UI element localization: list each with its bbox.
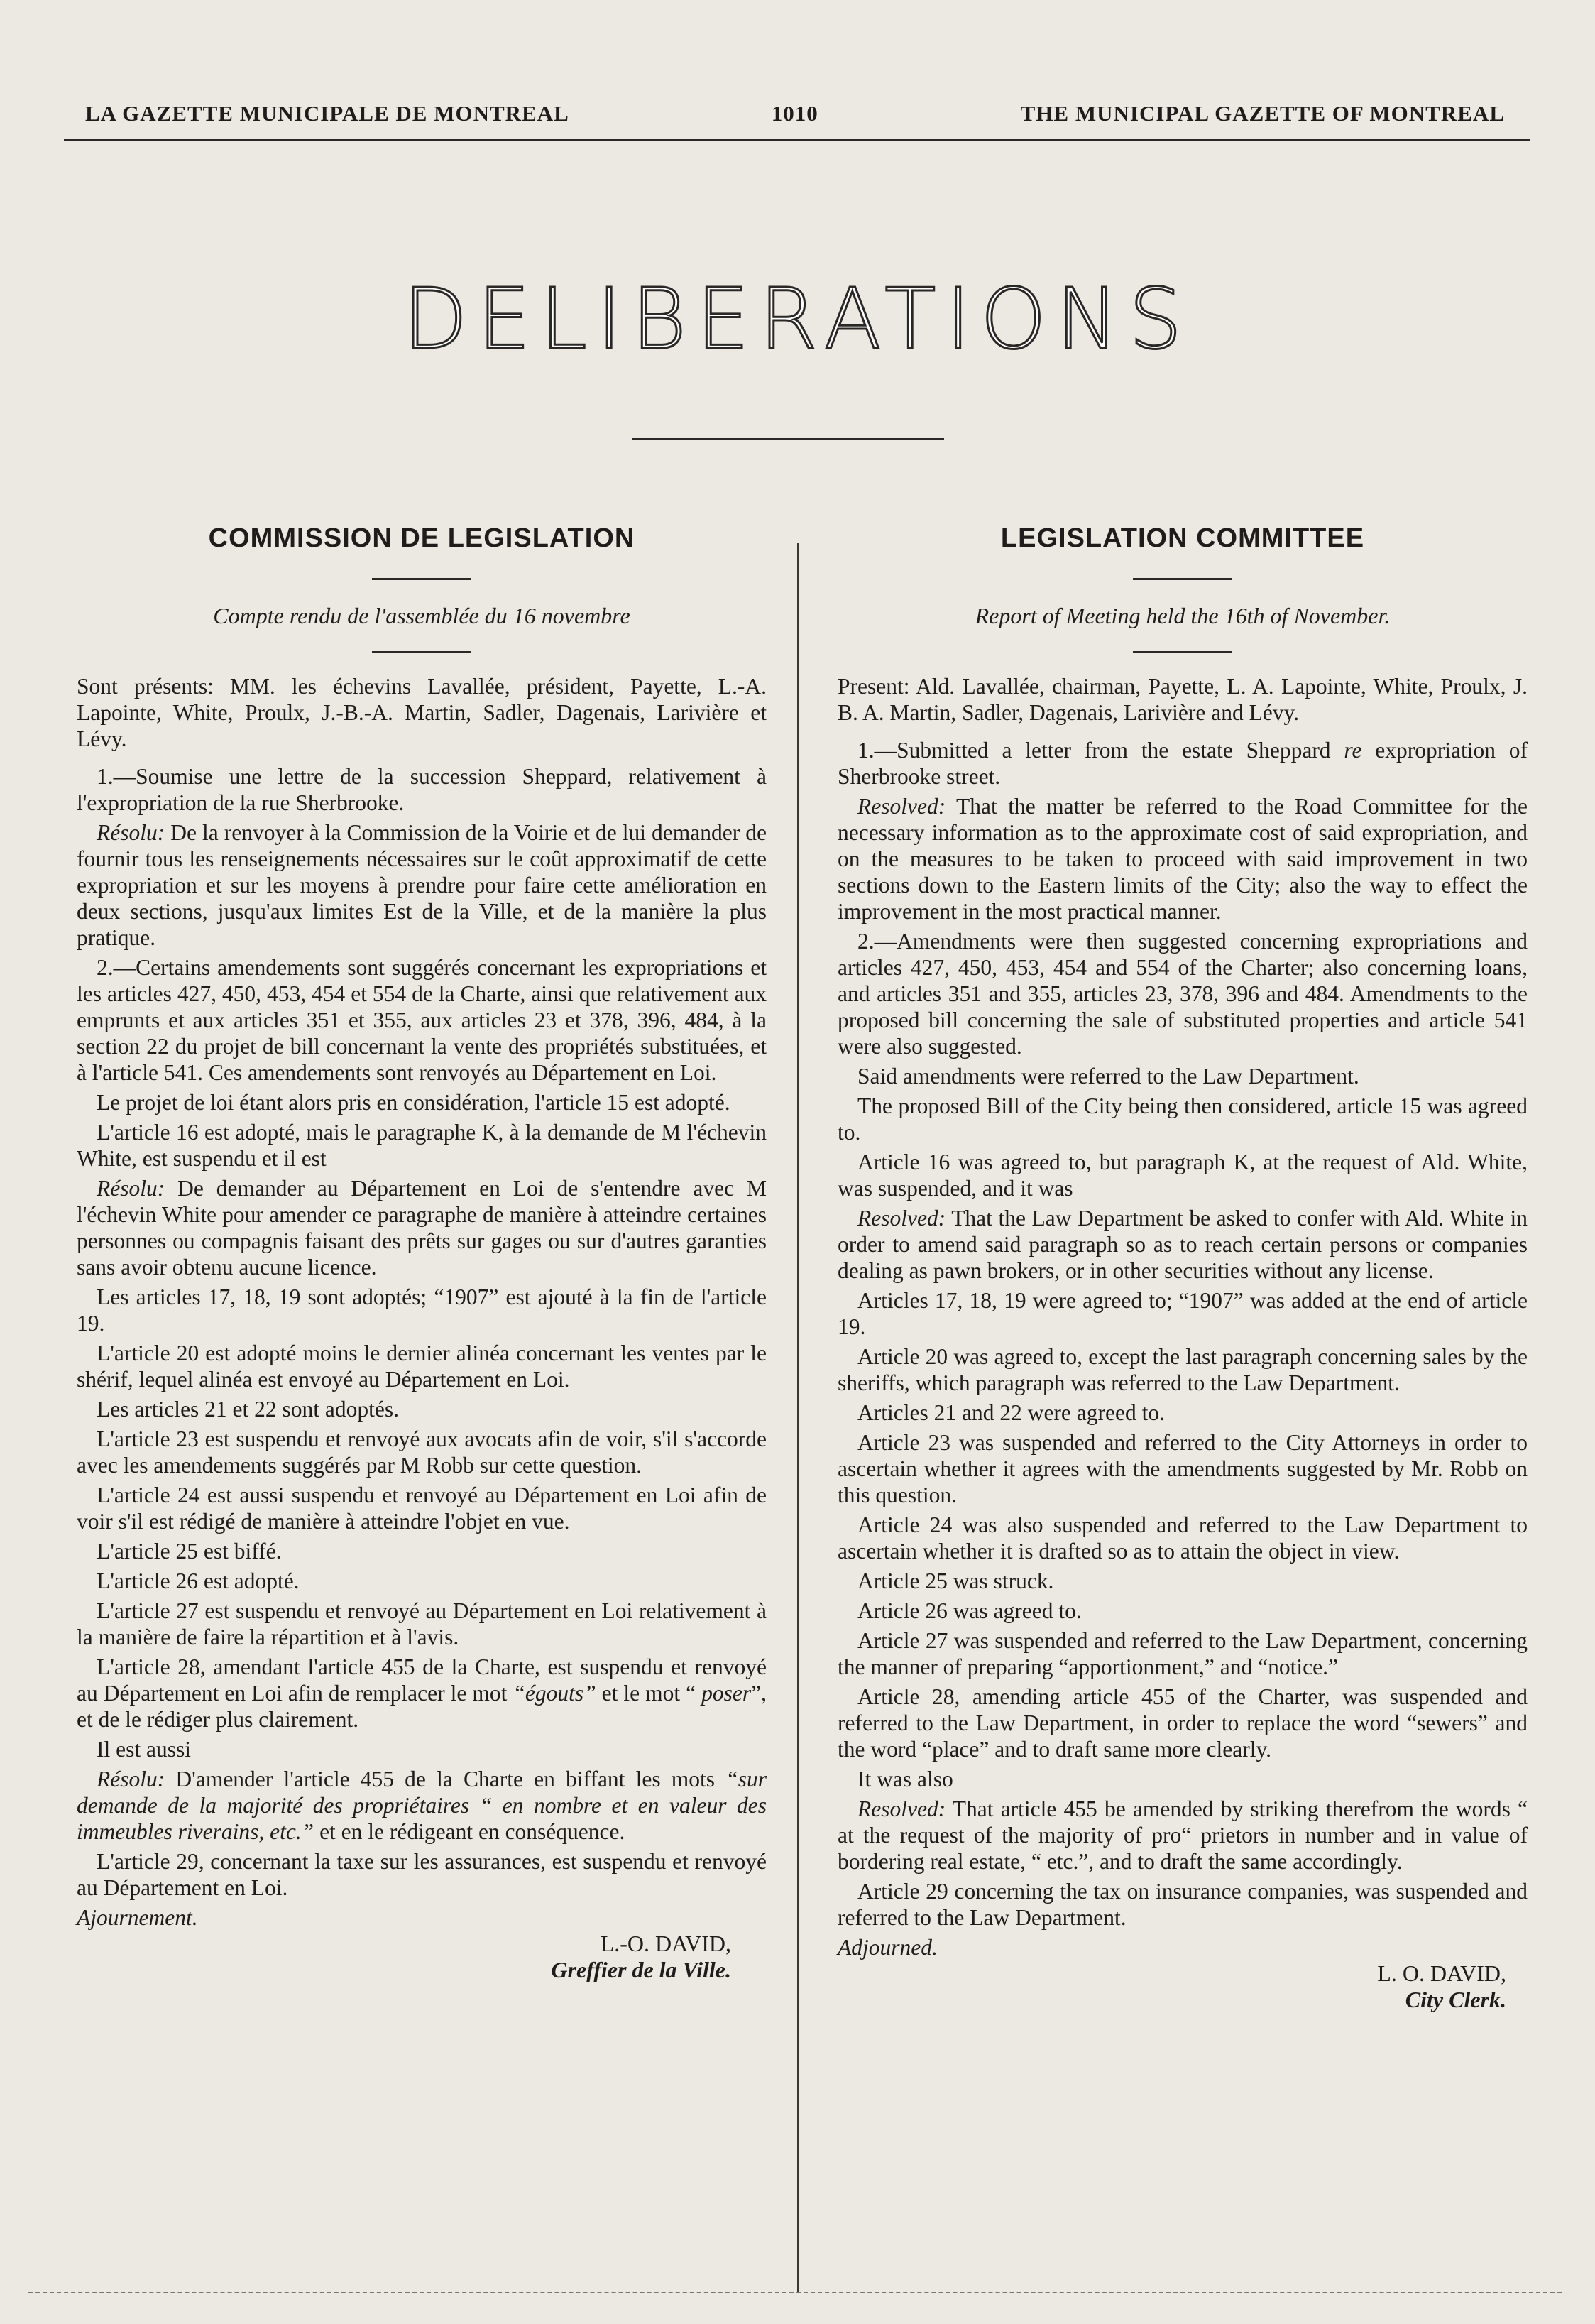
french-body: [77, 673, 767, 1983]
footer-rule: [28, 2292, 1562, 2293]
resolution-paragraph: [77, 1766, 767, 1845]
masthead-title: DELIBERATIONS: [402, 270, 1193, 368]
item-paragraph: L'article 16 est adopté, mais le paragraphe K, à la demande de M l'échevin White, est suspendu et il est: [77, 1120, 767, 1171]
item-paragraph: Articles 21 and 22 were agreed to.: [857, 1400, 1165, 1425]
resolution-text: De la renvoyer à la Commission de la Voirie et de lui demander de fournir tous les renseignements nécessaires sur le coût approximatif de cette expropriation et sur les moyens à prendre pour faire cette amélioration en deux sections, jusqu'aux limites Est de la Ville, et de la manière la plus pratique.: [77, 820, 767, 950]
item-paragraph: 1.—Soumise une lettre de la succession Sheppard, relativement à l'expropriation de la rue Sherbrooke.: [77, 764, 767, 815]
item-paragraph: L'article 26 est adopté.: [97, 1569, 300, 1593]
item-paragraph: The proposed Bill of the City being then considered, article 15 was agreed to.: [838, 1093, 1528, 1145]
item-paragraph: Articles 17, 18, 19 were agreed to; “1907” was added at the end of article 19.: [838, 1288, 1528, 1339]
english-column: [838, 518, 1528, 2013]
item-paragraph: L'article 25 est biffé.: [97, 1539, 282, 1564]
resolved-label: Resolved:: [857, 1796, 946, 1821]
resolution-text: D'amender l'article 455 de la Charte en biffant les mots: [175, 1767, 716, 1791]
running-header: [85, 92, 1505, 135]
item-paragraph: Il est aussi: [97, 1737, 191, 1762]
adjournment: Ajournement.: [77, 1905, 198, 1930]
item-paragraph: Article 29 concerning the tax on insurance companies, was suspended and referred to the Law Department.: [838, 1879, 1528, 1930]
item-paragraph: Article 25 was struck.: [857, 1569, 1054, 1593]
english-heading: LEGISLATION COMMITTEE: [1000, 523, 1365, 553]
signature: [77, 1931, 767, 1983]
resolution-paragraph: [77, 819, 767, 951]
item-paragraph: Article 28, amending article 455 of the Charter, was suspended and referred to the Law Department, in order to replace the word “sewers” and the word “place” and to draft same more clearly.: [838, 1684, 1528, 1762]
item-paragraph: Les articles 21 et 22 sont adoptés.: [97, 1397, 400, 1422]
item-paragraph: Article 26 was agreed to.: [857, 1598, 1082, 1623]
column-divider: [797, 543, 799, 2293]
masthead-rule: [632, 438, 944, 440]
header-english-title: THE MUNICIPAL GAZETTE OF MONTREAL: [1020, 101, 1505, 126]
quoted-word: poser: [701, 1681, 752, 1706]
resolu-label: Résolu:: [97, 820, 165, 845]
header-french-title: LA GAZETTE MUNICIPALE DE MONTREAL: [85, 101, 569, 126]
resolution-text: That the Law Department be asked to confer with Ald. White in order to amend said paragraph so as to reach certain persons or companies dealing as pawn brokers, or in other securities without any license.: [838, 1206, 1528, 1283]
item-text: expropriation of Sherbrooke street.: [838, 738, 1528, 789]
item-paragraph: L'article 23 est suspendu et renvoyé aux avocats afin de voir, s'il s'accorde avec les amendements suggérés par M Robb sur cette question.: [77, 1426, 767, 1478]
quoted-text: “sur demande de la majorité des propriétaires “ en nombre et en valeur des immeubles riverains, etc.”: [77, 1767, 767, 1844]
resolution-text: That the matter be referred to the Road Committee for the necessary information as to the approximate cost of said expropriation, and on the measures to be taken to proceed with said improvement in two sections down to the Eastern limits of the City; also the way to effect the improvement in the most practical manner.: [838, 794, 1528, 924]
resolved-label: Resolved:: [857, 1206, 946, 1231]
signer-name: L.-O. DAVID,: [600, 1931, 731, 1956]
adjournment: Adjourned.: [838, 1935, 938, 1960]
item-paragraph: Article 20 was agreed to, except the last paragraph concerning sales by the sheriffs, which paragraph was referred to the Law Department.: [838, 1344, 1528, 1395]
item-paragraph: [838, 737, 1528, 790]
resolu-label: Résolu:: [97, 1176, 165, 1201]
item-paragraph: Article 16 was agreed to, but paragraph K, at the request of Ald. White, was suspended, and it was: [838, 1150, 1528, 1201]
french-column: [77, 518, 767, 1983]
signature: [838, 1960, 1528, 2013]
item-paragraph: L'article 24 est aussi suspendu et renvoyé au Département en Loi afin de voir s'il est rédigé de manière à atteindre l'objet en vue.: [77, 1483, 767, 1534]
signer-title: City Clerk.: [1405, 1987, 1506, 2012]
item-text: 1.—Submitted a letter from the estate Sheppard: [857, 738, 1331, 763]
signer-name: L. O. DAVID,: [1377, 1960, 1506, 1986]
resolution-text: That article 455 be amended by striking therefrom the words “ at the request of the majority of pro“ prietors in number and in value of bordering real estate, “ etc.”, and to draft the same accordingly.: [838, 1796, 1528, 1874]
resolution-paragraph: [77, 1175, 767, 1280]
resolution-paragraph: [838, 1205, 1528, 1284]
resolu-label: Résolu:: [97, 1767, 165, 1791]
item-paragraph: Les articles 17, 18, 19 sont adoptés; “1907” est ajouté à la fin de l'article 19.: [77, 1284, 767, 1336]
subtitle-rule: [1133, 651, 1232, 653]
heading-rule: [1133, 578, 1232, 580]
item-text: ”, et de le rédiger plus clairement.: [77, 1681, 767, 1732]
subtitle-rule: [372, 651, 471, 653]
english-subtitle: Report of Meeting held the 16th of November.: [975, 603, 1391, 628]
item-paragraph: 2.—Amendments were then suggested concerning expropriations and articles 427, 450, 453, 454 and 554 of the Charter; also concerning loans, and articles 351 and 355, articles 23, 378, 396 and 484. Amendments to the proposed bill concerning the sale of substituted properties and article 541 were also suggested.: [838, 929, 1528, 1059]
french-heading: COMMISSION DE LEGISLATION: [208, 523, 635, 553]
resolution-text: De demander au Département en Loi de s'entendre avec M l'échevin White pour amender ce paragraphe de manière à atteindre certaines personnes ou compagnis faisant des prêts sur gages ou sur d'autres garanties sans avoir obtenu aucune licence.: [77, 1176, 767, 1280]
item-paragraph: L'article 27 est suspendu et renvoyé au Département en Loi relativement à la manière de faire la répartition et à l'avis.: [77, 1598, 767, 1649]
english-body: [838, 673, 1528, 2013]
resolution-paragraph: [838, 793, 1528, 924]
item-paragraph: It was also: [857, 1767, 953, 1791]
page-number: 1010: [771, 101, 818, 126]
item-paragraph: [77, 1654, 767, 1733]
signer-title: Greffier de la Ville.: [551, 1957, 731, 1982]
resolution-paragraph: [838, 1796, 1528, 1875]
resolution-text: et en le rédigeant en conséquence.: [314, 1819, 625, 1844]
item-text: L'article 28, amendant l'article 455 de la Charte, est suspendu et renvoyé au Département en Loi afin de remplacer le mot: [77, 1654, 767, 1706]
quoted-word: “égouts”: [513, 1681, 596, 1706]
item-paragraph: L'article 20 est adopté moins le dernier alinéa concernant les ventes par le shérif, lequel alinéa est envoyé au Département en Loi.: [77, 1341, 767, 1392]
french-subtitle: Compte rendu de l'assemblée du 16 novembre: [213, 603, 630, 628]
heading-rule: [372, 578, 471, 580]
re-word: re: [1344, 738, 1362, 763]
attendance-paragraph: Present: Ald. Lavallée, chairman, Payette, L. A. Lapointe, White, Proulx, J. B. A. Martin, Sadler, Dagenais, Larivière and Lévy.: [838, 674, 1528, 725]
item-paragraph: L'article 29, concernant la taxe sur les assurances, est suspendu et renvoyé au Département en Loi.: [77, 1849, 767, 1900]
item-text: et le mot “: [596, 1681, 702, 1706]
item-paragraph: Article 27 was suspended and referred to the Law Department, concerning the manner of preparing “apportionment,” and “notice.”: [838, 1628, 1528, 1679]
item-paragraph: 2.—Certains amendements sont suggérés concernant les expropriations et les articles 427, 450, 453, 454 et 554 de la Charte, ainsi que relativement aux emprunts et aux articles 351 et 355, aux articles 23 et 378, 396, 484, à la section 22 du projet de bill concernant la vente des propriétés substituées, et à l'article 541. Ces amendements sont renvoyés au Département en Loi.: [77, 955, 767, 1085]
item-paragraph: Said amendments were referred to the Law Department.: [857, 1064, 1359, 1089]
header-rule: [64, 139, 1530, 141]
resolved-label: Resolved:: [857, 794, 946, 819]
attendance-paragraph: Sont présents: MM. les échevins Lavallée, président, Payette, L.-A. Lapointe, White, Proulx, J.-B.-A. Martin, Sadler, Dagenais, Larivière et Lévy.: [77, 674, 767, 751]
item-paragraph: Article 23 was suspended and referred to the City Attorneys in order to ascertain whether it agrees with the amendments suggested by Mr. Robb on this question.: [838, 1430, 1528, 1507]
item-paragraph: Le projet de loi étant alors pris en considération, l'article 15 est adopté.: [97, 1090, 730, 1115]
item-paragraph: Article 24 was also suspended and referred to the Law Department to ascertain whether it is drafted so as to attain the object in view.: [838, 1512, 1528, 1564]
